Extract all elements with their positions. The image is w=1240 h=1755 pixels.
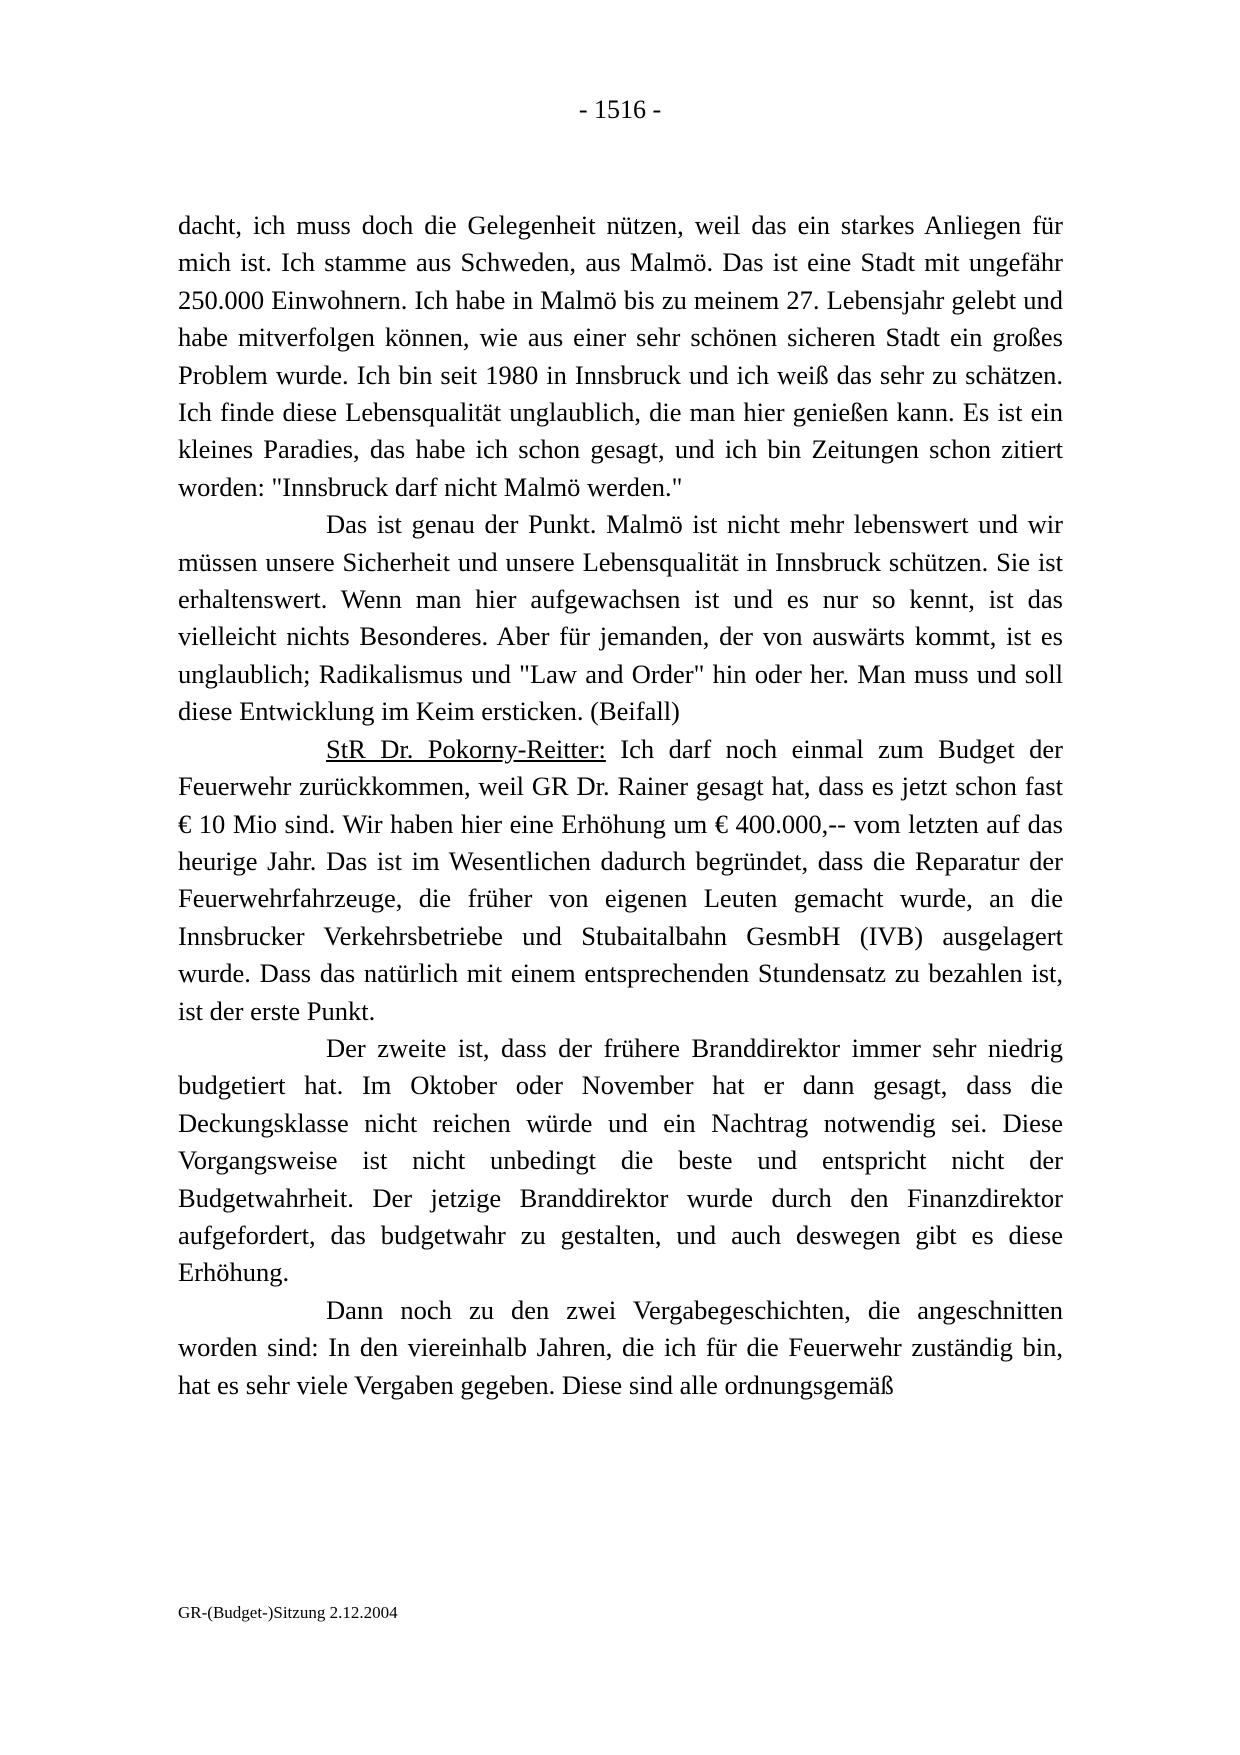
paragraph-3-text: Ich darf noch einmal zum Budget der Feuerwehr zurückkommen, weil GR Dr. Rainer gesagt hat, dass es jetzt schon fast € 10 Mio sind. Wir haben hier eine Erhöhung um € 400.000,-- vom letzten auf das heurige Jahr. Das ist im Wesentlichen dadurch begründet, dass die Reparatur der Feuerwehrfahrzeuge, die früher von eigenen Leuten gemacht wurde, an die Innsbrucker Verkehrsbetriebe und Stubaitalbahn GesmbH (IVB) ausgelagert wurde. Dass das natürlich mit einem entsprechenden Stundensatz zu bezahlen ist, ist der erste Punkt. bbox=[178, 733, 1063, 1026]
paragraph-5: Dann noch zu den zwei Vergabegeschichten, die angeschnitten worden sind: In den viereinhalb Jahren, die ich für die Feuerwehr zuständig bin, hat es sehr viele Vergaben gegeben. Diese sind alle ordnungsgemäß bbox=[178, 1294, 1063, 1400]
footer-session-label: GR-(Budget-)Sitzung 2.12.2004 bbox=[178, 1603, 398, 1622]
page-number: - 1516 - bbox=[578, 95, 662, 124]
paragraph-3 bbox=[178, 731, 1063, 1030]
paragraph-1: dacht, ich muss doch die Gelegenheit nützen, weil das ein starkes Anliegen für mich ist. Ich stamme aus Schweden, aus Malmö. Das ist eine Stadt mit ungefähr 250.000 Einwohnern. Ich habe in Malmö bis zu meinem 27. Lebensjahr gelebt und habe mitverfolgen können, wie aus einer sehr schönen sicheren Stadt ein großes Problem wurde. Ich bin seit 1980 in Innsbruck und ich weiß das sehr zu schätzen. Ich finde diese Lebensqualität unglaublich, die man hier genießen kann. Es ist ein kleines Paradies, das habe ich schon gesagt, und ich bin Zeitungen schon zitiert worden: "Innsbruck darf nicht Malmö werden." bbox=[178, 210, 1063, 502]
document-body bbox=[178, 207, 1063, 1404]
speaker-name: StR Dr. Pokorny-Reitter: bbox=[326, 733, 606, 764]
paragraph-2: Das ist genau der Punkt. Malmö ist nicht mehr lebenswert und wir müssen unsere Sicherheit und unsere Lebensqualität in Innsbruck schützen. Sie ist erhaltenswert. Wenn man hier aufgewachsen ist und es nur so kennt, ist das vielleicht nichts Besonderes. Aber für jemanden, der von auswärts kommt, ist es unglaublich; Radikalismus und "Law and Order" hin oder her. Man muss und soll diese Entwicklung im Keim ersticken. (Beifall) bbox=[178, 509, 1063, 727]
paragraph-4: Der zweite ist, dass der frühere Branddirektor immer sehr niedrig budgetiert hat. Im Oktober oder November hat er dann gesagt, dass die Deckungsklasse nicht reichen würde und ein Nachtrag notwendig sei. Diese Vorgangsweise ist nicht unbedingt die beste und entspricht nicht der Budgetwahrheit. Der jetzige Branddirektor wurde durch den Finanzdirektor aufgefordert, das budgetwahr zu gestalten, und auch deswegen gibt es diese Erhöhung. bbox=[178, 1032, 1063, 1288]
